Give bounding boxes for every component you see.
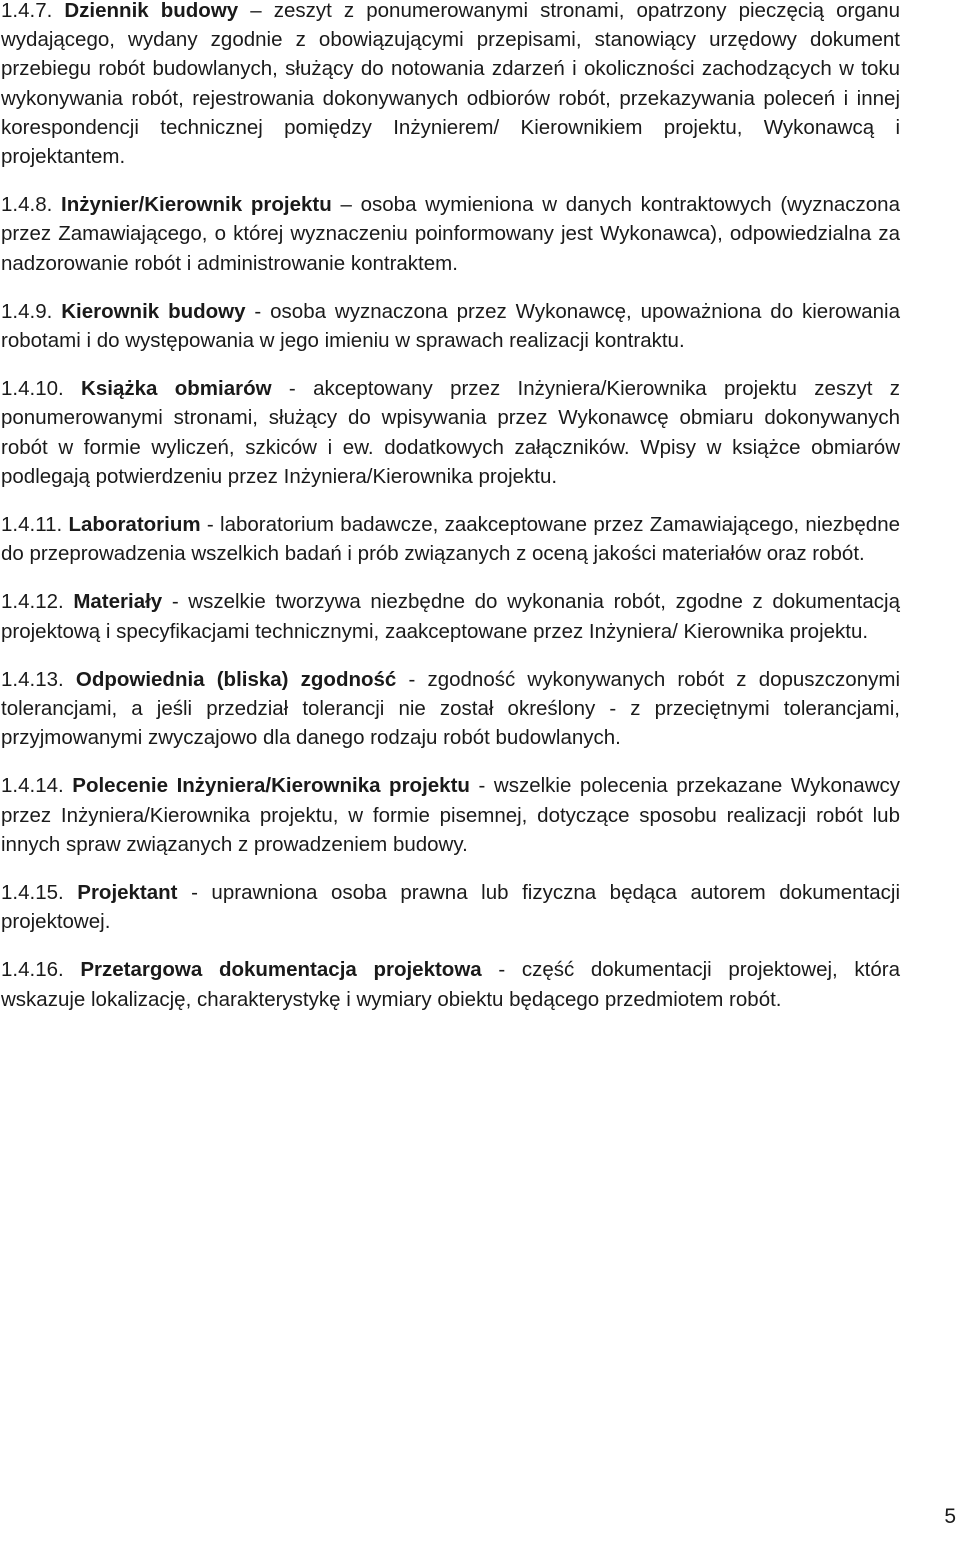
definition-text: - zgodność wykonywanych robót z dopuszczonymi tolerancjami, a jeśli przedział tolerancji nie został określony - z przeciętnymi tolerancjami, przyjmowanymi zwyczajowo dla danego rodzaju robót budowlanych. xyxy=(1,667,900,750)
definition-number: 1.4.7. xyxy=(1,0,53,22)
definition-term: Odpowiednia (bliska) zgodność xyxy=(75,667,397,691)
definition-1-4-11 xyxy=(1,510,900,568)
definition-term: Polecenie Inżyniera/Kierownika projektu xyxy=(72,774,470,798)
definition-text: - laboratorium badawcze, zaakceptowane przez Zamawiającego, niezbędne do przeprowadzenia wszelkich badań i prób związanych z oceną jakości materiałów oraz robót. xyxy=(1,513,900,566)
definition-1-4-7 xyxy=(1,0,900,171)
definition-number: 1.4.15. xyxy=(1,881,64,905)
definition-1-4-13 xyxy=(1,665,900,753)
definitions-list xyxy=(1,0,900,1033)
definition-text: - wszelkie tworzywa niezbędne do wykonania robót, zgodne z dokumentacją projektową i specyfikacjami technicznymi, zaakceptowane przez Inżyniera/ Kierownika projektu. xyxy=(1,590,900,643)
definition-term: Książka obmiarów xyxy=(81,377,272,401)
definition-1-4-15 xyxy=(1,878,900,936)
definition-text: - osoba wyznaczona przez Wykonawcę, upoważniona do kierowania robotami i do występowania w jego imieniu w sprawach realizacji kontraktu. xyxy=(1,299,900,353)
definition-text: - akceptowany przez Inżyniera/Kierownika projektu zeszyt z ponumerowanymi stronami, służący do wpisywania przez Wykonawcę obmiaru dokonywanych robót w formie wyliczeń, szkiców i ew. dodatkowych załączników. Wpisy w książce obmiarów podlegają potwierdzeniu przez Inżyniera/Kierownika projektu. xyxy=(1,377,900,488)
definition-number: 1.4.16. xyxy=(1,958,64,982)
definition-1-4-10 xyxy=(1,374,900,491)
definition-number: 1.4.12. xyxy=(1,590,64,614)
definition-number: 1.4.10. xyxy=(1,377,64,401)
definition-1-4-12 xyxy=(1,587,900,645)
definition-term: Kierownik budowy xyxy=(61,299,246,323)
definition-number: 1.4.13. xyxy=(1,667,64,691)
definition-1-4-14 xyxy=(1,771,900,859)
definition-term: Dziennik budowy xyxy=(64,0,239,22)
definition-text: - część dokumentacji projektowej, która wskazuje lokalizację, charakterystykę i wymiary obiektu będącego przedmiotem robót. xyxy=(1,958,900,1011)
definition-text: - wszelkie polecenia przekazane Wykonawcy przez Inżyniera/Kierownika projektu, w formie pisemnej, dotyczące sposobu realizacji robót lub innych spraw związanych z prowadzeniem budowy. xyxy=(1,774,900,856)
definition-term: Materiały xyxy=(73,590,163,614)
definition-1-4-16 xyxy=(1,955,900,1013)
definition-text: - uprawniona osoba prawna lub fizyczna będąca autorem dokumentacji projektowej. xyxy=(1,881,901,934)
definition-1-4-9 xyxy=(1,297,900,355)
definition-number: 1.4.8. xyxy=(1,193,53,217)
definition-text: – zeszyt z ponumerowanymi stronami, opatrzony pieczęcią organu wydającego, wydany zgodnie z obowiązującymi przepisami, stanowiący urzędowy dokument przebiegu robót budowlanych, służący do notowania zdarzeń i okoliczności zachodzących w toku wykonywania robót, rejestrowania dokonywanych odbiorów robót, przekazywania poleceń i innej korespondencji technicznej pomiędzy Inżynierem/ Kierownikiem projektu, Wykonawcą i projektantem. xyxy=(1,0,900,169)
definition-text: – osoba wymieniona w danych kontraktowych (wyznaczona przez Zamawiającego, o której wyznaczeniu poinformowany jest Wykonawca), odpowiedzialna za nadzorowanie robót i administrowanie kontraktem. xyxy=(1,193,900,275)
definition-term: Laboratorium xyxy=(68,513,201,537)
definition-number: 1.4.14. xyxy=(1,774,64,798)
definition-term: Przetargowa dokumentacja projektowa xyxy=(80,958,482,982)
page-number: 5 xyxy=(944,1505,956,1528)
definition-1-4-8 xyxy=(1,190,900,278)
definition-term: Inżynier/Kierownik projektu xyxy=(61,193,332,217)
definition-number: 1.4.9. xyxy=(1,299,53,323)
definition-number: 1.4.11. xyxy=(1,513,63,537)
definition-term: Projektant xyxy=(77,881,178,905)
